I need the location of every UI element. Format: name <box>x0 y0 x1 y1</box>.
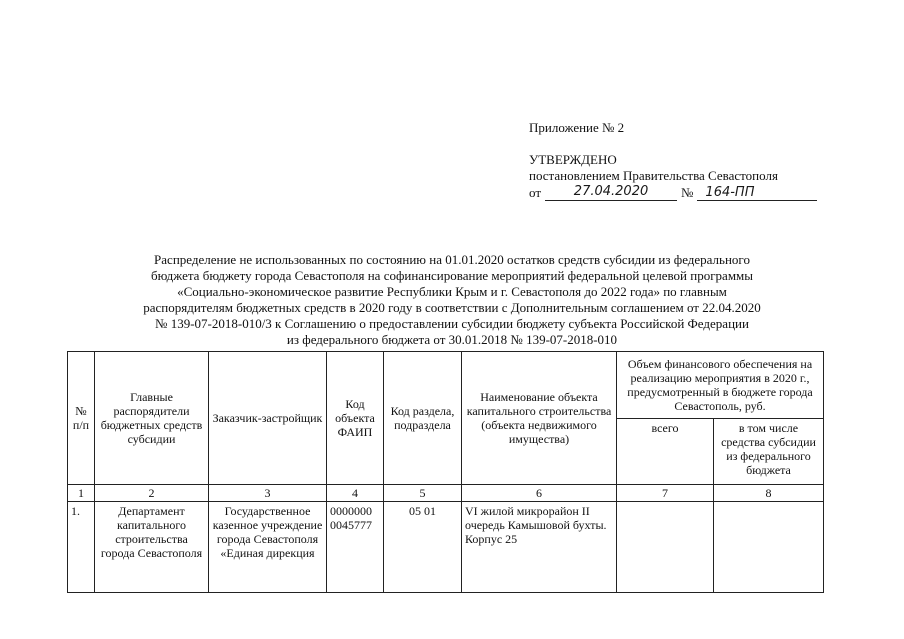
header-object-name: Наименование объекта капитального строительства (объекта недвижимого имущества) <box>462 352 617 485</box>
title-line: из федерального бюджета от 30.01.2018 № 139-07-2018-010 <box>286 332 618 347</box>
cell-object-name: VI жилой микрорайон II очередь Камышовой бухты. Корпус 25 <box>462 502 617 593</box>
title-line: № 139-07-2018-010/3 к Соглашению о предоставлении субсидии бюджету субъекта Российской Федерации <box>155 316 749 331</box>
distribution-table <box>67 351 824 593</box>
table-row <box>68 502 824 593</box>
cell-federal <box>714 502 824 593</box>
cell-faip-code: 0000000 0045777 <box>327 502 384 593</box>
header-total: всего <box>617 419 714 485</box>
header-funding-group: Объем финансового обеспечения на реализацию мероприятия в 2020 г., предусмотренный в бюджете города Севастополь, руб. <box>617 352 824 419</box>
column-number: 5 <box>384 485 462 502</box>
cell-manager: Департамент капитального строительства города Севастополя <box>95 502 209 593</box>
column-number: 3 <box>209 485 327 502</box>
cell-num: 1. <box>68 502 95 593</box>
column-number-row <box>68 485 824 502</box>
column-number: 7 <box>617 485 714 502</box>
column-number: 1 <box>68 485 95 502</box>
cell-section-code: 05 01 <box>384 502 462 593</box>
header-faip-code: Код объекта ФАИП <box>327 352 384 485</box>
document-title <box>80 252 824 348</box>
column-number: 4 <box>327 485 384 502</box>
approval-block <box>529 120 829 201</box>
cell-developer: Государственное казенное учреждение города Севастополя «Единая дирекция <box>209 502 327 593</box>
header-section-code: Код раздела, подраздела <box>384 352 462 485</box>
title-line: «Социально-экономическое развитие Республики Крым и г. Севастополя до 2022 года» по главным <box>177 284 727 299</box>
number-label: № <box>681 184 694 200</box>
header-num: № п/п <box>68 352 95 485</box>
cell-total <box>617 502 714 593</box>
column-number: 2 <box>95 485 209 502</box>
handwritten-date: 27.04.2020 <box>545 184 677 201</box>
header-federal: в том числе средства субсидии из федерального бюджета <box>714 419 824 485</box>
handwritten-number: 164-ПП <box>697 185 817 201</box>
column-number: 8 <box>714 485 824 502</box>
header-managers: Главные распорядители бюджетных средств субсидии <box>95 352 209 485</box>
header-row <box>68 352 824 419</box>
from-label: от <box>529 184 542 200</box>
header-developer: Заказчик-застройщик <box>209 352 327 485</box>
approved-label: УТВЕРЖДЕНО <box>529 151 617 167</box>
title-line: Распределение не использованных по состоянию на 01.01.2020 остатков средств субсидии из федерального <box>154 252 750 267</box>
date-number-line <box>529 184 829 201</box>
annex-label: Приложение № 2 <box>529 120 625 135</box>
approved-by: постановлением Правительства Севастополя <box>529 167 778 183</box>
column-number: 6 <box>462 485 617 502</box>
title-line: бюджета бюджету города Севастополя на софинансирование мероприятий федеральной целевой программы <box>150 268 754 283</box>
title-line: распорядителям бюджетных средств в 2020 году в соответствии с Дополнительным соглашением от 22.04.2020 <box>143 300 761 315</box>
